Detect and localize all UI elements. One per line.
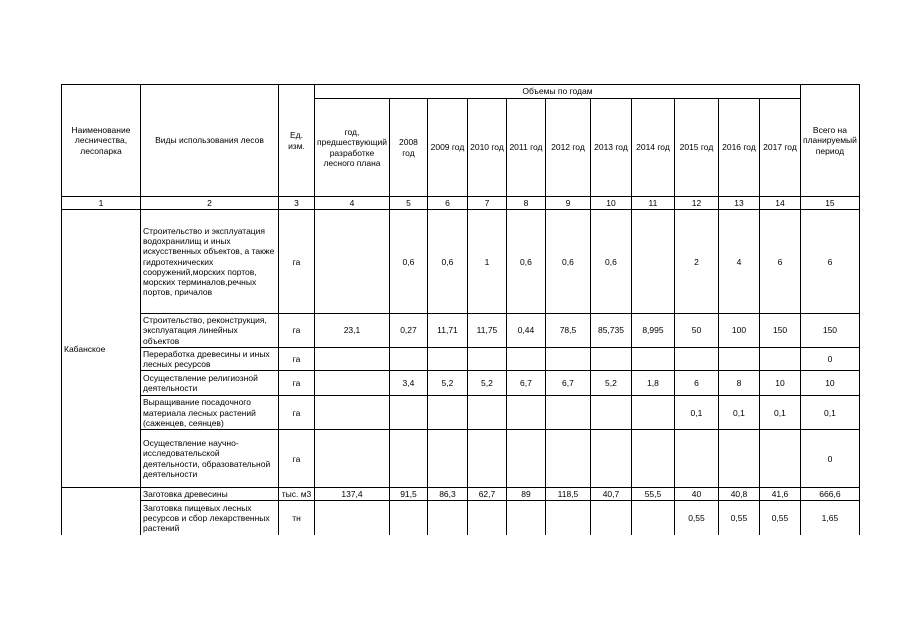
usage-type-cell: Заготовка древесины <box>141 488 279 501</box>
value-cell <box>506 501 545 535</box>
value-cell <box>631 347 674 370</box>
value-cell <box>467 501 506 535</box>
col-number: 2 <box>141 197 279 210</box>
header-year-2016: 2016 год <box>718 99 759 197</box>
header-total: Всего на планируемый период <box>800 85 859 197</box>
value-cell <box>590 396 631 430</box>
value-cell: 0,6 <box>506 210 545 314</box>
col-number: 8 <box>506 197 545 210</box>
header-year-2017: 2017 год <box>759 99 800 197</box>
value-cell: 89 <box>506 488 545 501</box>
value-cell: 118,5 <box>545 488 590 501</box>
value-cell <box>545 501 590 535</box>
unit-cell: тыс. м3 <box>279 488 315 501</box>
value-cell <box>631 210 674 314</box>
col-number: 14 <box>759 197 800 210</box>
header-year-2011: 2011 год <box>506 99 545 197</box>
col-number: 5 <box>389 197 427 210</box>
usage-type-cell: Заготовка пищевых лесных ресурсов и сбор лекарственных растений <box>141 501 279 535</box>
value-cell: 62,7 <box>467 488 506 501</box>
value-cell <box>590 347 631 370</box>
total-cell: 666,6 <box>800 488 859 501</box>
value-cell <box>759 347 800 370</box>
value-cell: 6,7 <box>545 371 590 396</box>
table-row <box>62 430 860 488</box>
value-cell: 0,6 <box>427 210 467 314</box>
value-cell: 8,995 <box>631 314 674 348</box>
value-cell <box>427 347 467 370</box>
header-year-2014: 2014 год <box>631 99 674 197</box>
value-cell <box>389 347 427 370</box>
value-cell <box>315 210 390 314</box>
forestry-name-empty <box>62 488 141 535</box>
header-forestry: Наименование лесничества, лесопарка <box>62 85 141 197</box>
header-year-2010: 2010 год <box>467 99 506 197</box>
value-cell: 23,1 <box>315 314 390 348</box>
value-cell: 5,2 <box>590 371 631 396</box>
value-cell: 11,75 <box>467 314 506 348</box>
value-cell: 0,6 <box>590 210 631 314</box>
header-year-2015: 2015 год <box>674 99 718 197</box>
table-row <box>62 347 860 370</box>
value-cell: 86,3 <box>427 488 467 501</box>
value-cell: 0,55 <box>759 501 800 535</box>
header-year-2012: 2012 год <box>545 99 590 197</box>
value-cell <box>545 347 590 370</box>
usage-type-cell: Строительство и эксплуатация водохранилищ и иных искусственных объектов, а также гидротехнических сооружений,морских портов, морских терминалов,речных портов, причалов <box>141 210 279 314</box>
header-unit: Ед. изм. <box>279 85 315 197</box>
header-year-2008: 2008 год <box>389 99 427 197</box>
unit-cell: га <box>279 371 315 396</box>
value-cell: 0,1 <box>718 396 759 430</box>
value-cell <box>545 430 590 488</box>
value-cell <box>389 396 427 430</box>
header-year-2013: 2013 год <box>590 99 631 197</box>
value-cell <box>315 371 390 396</box>
usage-type-cell: Переработка древесины и иных лесных ресурсов <box>141 347 279 370</box>
value-cell: 0,55 <box>718 501 759 535</box>
total-cell: 0 <box>800 430 859 488</box>
col-number: 3 <box>279 197 315 210</box>
value-cell <box>590 501 631 535</box>
value-cell <box>467 347 506 370</box>
value-cell: 137,4 <box>315 488 390 501</box>
value-cell: 78,5 <box>545 314 590 348</box>
value-cell: 0,27 <box>389 314 427 348</box>
total-cell: 0 <box>800 347 859 370</box>
col-number: 7 <box>467 197 506 210</box>
col-number: 10 <box>590 197 631 210</box>
value-cell: 6 <box>674 371 718 396</box>
value-cell <box>759 430 800 488</box>
value-cell <box>315 430 390 488</box>
value-cell <box>674 347 718 370</box>
forest-use-table <box>61 84 860 535</box>
value-cell <box>389 501 427 535</box>
value-cell: 55,5 <box>631 488 674 501</box>
usage-type-cell: Осуществление научно-исследовательской деятельности, образовательной деятельности <box>141 430 279 488</box>
col-number: 15 <box>800 197 859 210</box>
header-year-2009: 2009 год <box>427 99 467 197</box>
total-cell: 0,1 <box>800 396 859 430</box>
value-cell: 5,2 <box>427 371 467 396</box>
value-cell <box>631 501 674 535</box>
total-cell: 1,65 <box>800 501 859 535</box>
usage-type-cell: Строительство, реконструкция, эксплуатация линейных объектов <box>141 314 279 348</box>
unit-cell: га <box>279 347 315 370</box>
table-row <box>62 396 860 430</box>
unit-cell: га <box>279 430 315 488</box>
value-cell: 0,55 <box>674 501 718 535</box>
value-cell <box>674 430 718 488</box>
table-row <box>62 488 860 501</box>
value-cell <box>631 396 674 430</box>
value-cell: 40,7 <box>590 488 631 501</box>
value-cell: 100 <box>718 314 759 348</box>
usage-type-cell: Осуществление религиозной деятельности <box>141 371 279 396</box>
usage-type-cell: Выращивание посадочного материала лесных растений (саженцев, сеянцев) <box>141 396 279 430</box>
value-cell: 6 <box>759 210 800 314</box>
col-number: 11 <box>631 197 674 210</box>
total-cell: 10 <box>800 371 859 396</box>
table-row <box>62 314 860 348</box>
value-cell: 2 <box>674 210 718 314</box>
value-cell <box>590 430 631 488</box>
value-cell <box>545 396 590 430</box>
col-number: 1 <box>62 197 141 210</box>
total-cell: 150 <box>800 314 859 348</box>
header-usage-type: Виды использования лесов <box>141 85 279 197</box>
table-row <box>62 371 860 396</box>
col-number: 12 <box>674 197 718 210</box>
value-cell: 6,7 <box>506 371 545 396</box>
value-cell: 0,6 <box>545 210 590 314</box>
value-cell: 11,71 <box>427 314 467 348</box>
total-cell: 6 <box>800 210 859 314</box>
value-cell <box>631 430 674 488</box>
table-row <box>62 210 860 314</box>
value-cell: 0,6 <box>389 210 427 314</box>
header-volumes-by-year: Объемы по годам <box>315 85 801 99</box>
unit-cell: га <box>279 314 315 348</box>
value-cell <box>506 396 545 430</box>
col-number: 4 <box>315 197 390 210</box>
value-cell: 1,8 <box>631 371 674 396</box>
col-number: 6 <box>427 197 467 210</box>
value-cell: 0,1 <box>759 396 800 430</box>
value-cell: 1 <box>467 210 506 314</box>
unit-cell: тн <box>279 501 315 535</box>
value-cell <box>467 396 506 430</box>
unit-cell: га <box>279 396 315 430</box>
value-cell: 91,5 <box>389 488 427 501</box>
value-cell: 41,6 <box>759 488 800 501</box>
value-cell <box>427 430 467 488</box>
value-cell <box>389 430 427 488</box>
forestry-name: Кабанское <box>62 210 141 488</box>
value-cell <box>467 430 506 488</box>
column-number-row <box>62 197 860 210</box>
value-cell: 85,735 <box>590 314 631 348</box>
value-cell <box>506 347 545 370</box>
value-cell: 40 <box>674 488 718 501</box>
value-cell <box>315 347 390 370</box>
value-cell: 4 <box>718 210 759 314</box>
value-cell <box>427 501 467 535</box>
value-cell <box>506 430 545 488</box>
value-cell: 40,8 <box>718 488 759 501</box>
value-cell: 8 <box>718 371 759 396</box>
value-cell: 50 <box>674 314 718 348</box>
value-cell: 5,2 <box>467 371 506 396</box>
value-cell <box>427 396 467 430</box>
value-cell <box>315 501 390 535</box>
value-cell: 10 <box>759 371 800 396</box>
value-cell: 0,1 <box>674 396 718 430</box>
value-cell: 150 <box>759 314 800 348</box>
value-cell <box>718 430 759 488</box>
col-number: 13 <box>718 197 759 210</box>
header-year-prev: год, предшествующий разработке лесного плана <box>315 99 390 197</box>
value-cell: 3,4 <box>389 371 427 396</box>
col-number: 9 <box>545 197 590 210</box>
value-cell: 0,44 <box>506 314 545 348</box>
value-cell <box>718 347 759 370</box>
unit-cell: га <box>279 210 315 314</box>
value-cell <box>315 396 390 430</box>
table-row <box>62 501 860 535</box>
